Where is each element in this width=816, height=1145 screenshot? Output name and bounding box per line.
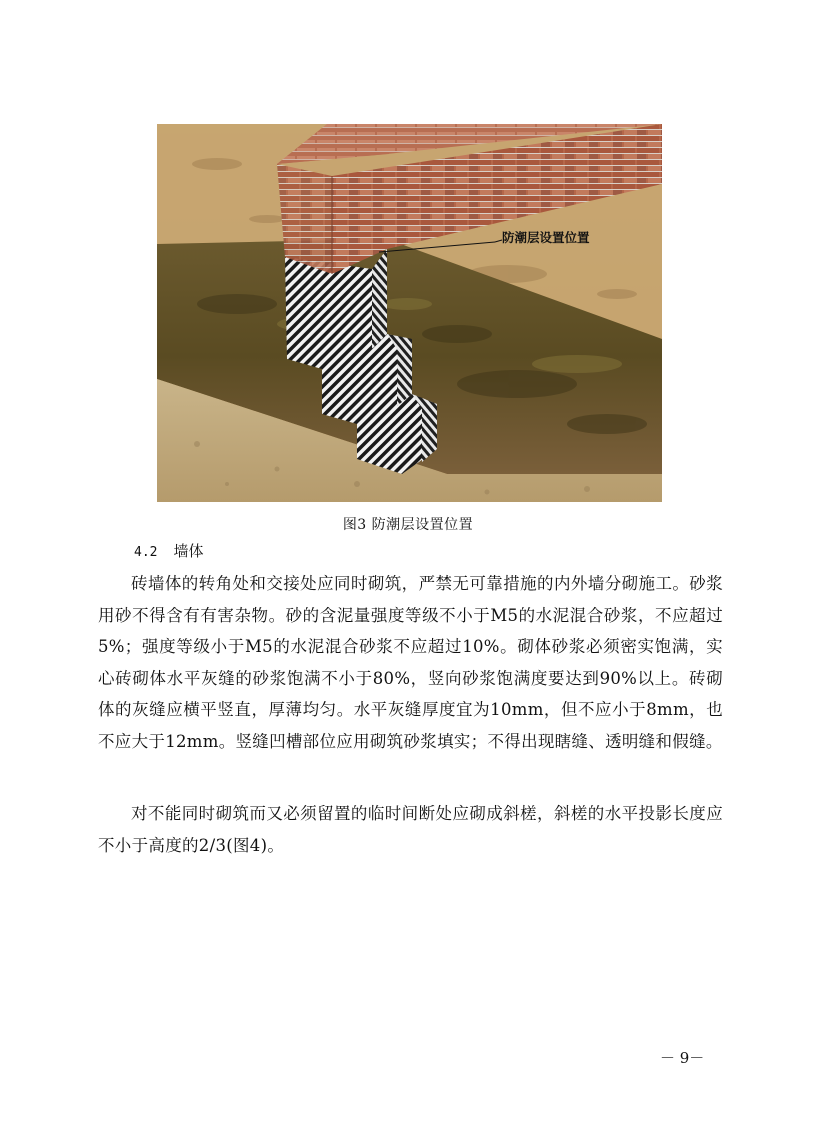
paragraph-wall-masonry: 砖墙体的转角处和交接处应同时砌筑，严禁无可靠措施的内外墙分砌施工。砂浆用砂不得含有有害杂物。砂的含泥量强度等级不小于M5的水泥混合砂浆，不应超过5%；强度等级小于M5的水泥混合砂浆不应超过10%。砌体砂浆必须密实饱满，实心砖砌体水平灰缝的砂浆饱满不小于80%，竖向砂浆饱满度要达到90%以上。砖砌体的灰缝应横平竖直，厚薄均匀。水平灰缝厚度宜为10mm，但不应小于8mm，也不应大于12mm。竖缝凹槽部位应用砌筑砂浆填实；不得出现瞎缝、透明缝和假缝。 [98,574,723,751]
section-heading [134,540,204,561]
figure-damp-proof-course [157,124,662,502]
page-number: － 9－ [660,1049,705,1067]
paragraph-temporary-joint: 对不能同时砌筑而又必须留置的临时间断处应砌成斜槎，斜槎的水平投影长度应不小于高度的2/3(图4)。 [98,804,723,855]
figure-label-damp-proof-course: 防潮层设置位置 [502,230,590,245]
section-number: 4.2 [134,545,158,560]
figure-caption: 图3 防潮层设置位置 [342,517,474,533]
section-title: 墙体 [173,542,204,560]
damp-proof-course-illustration [157,124,662,502]
